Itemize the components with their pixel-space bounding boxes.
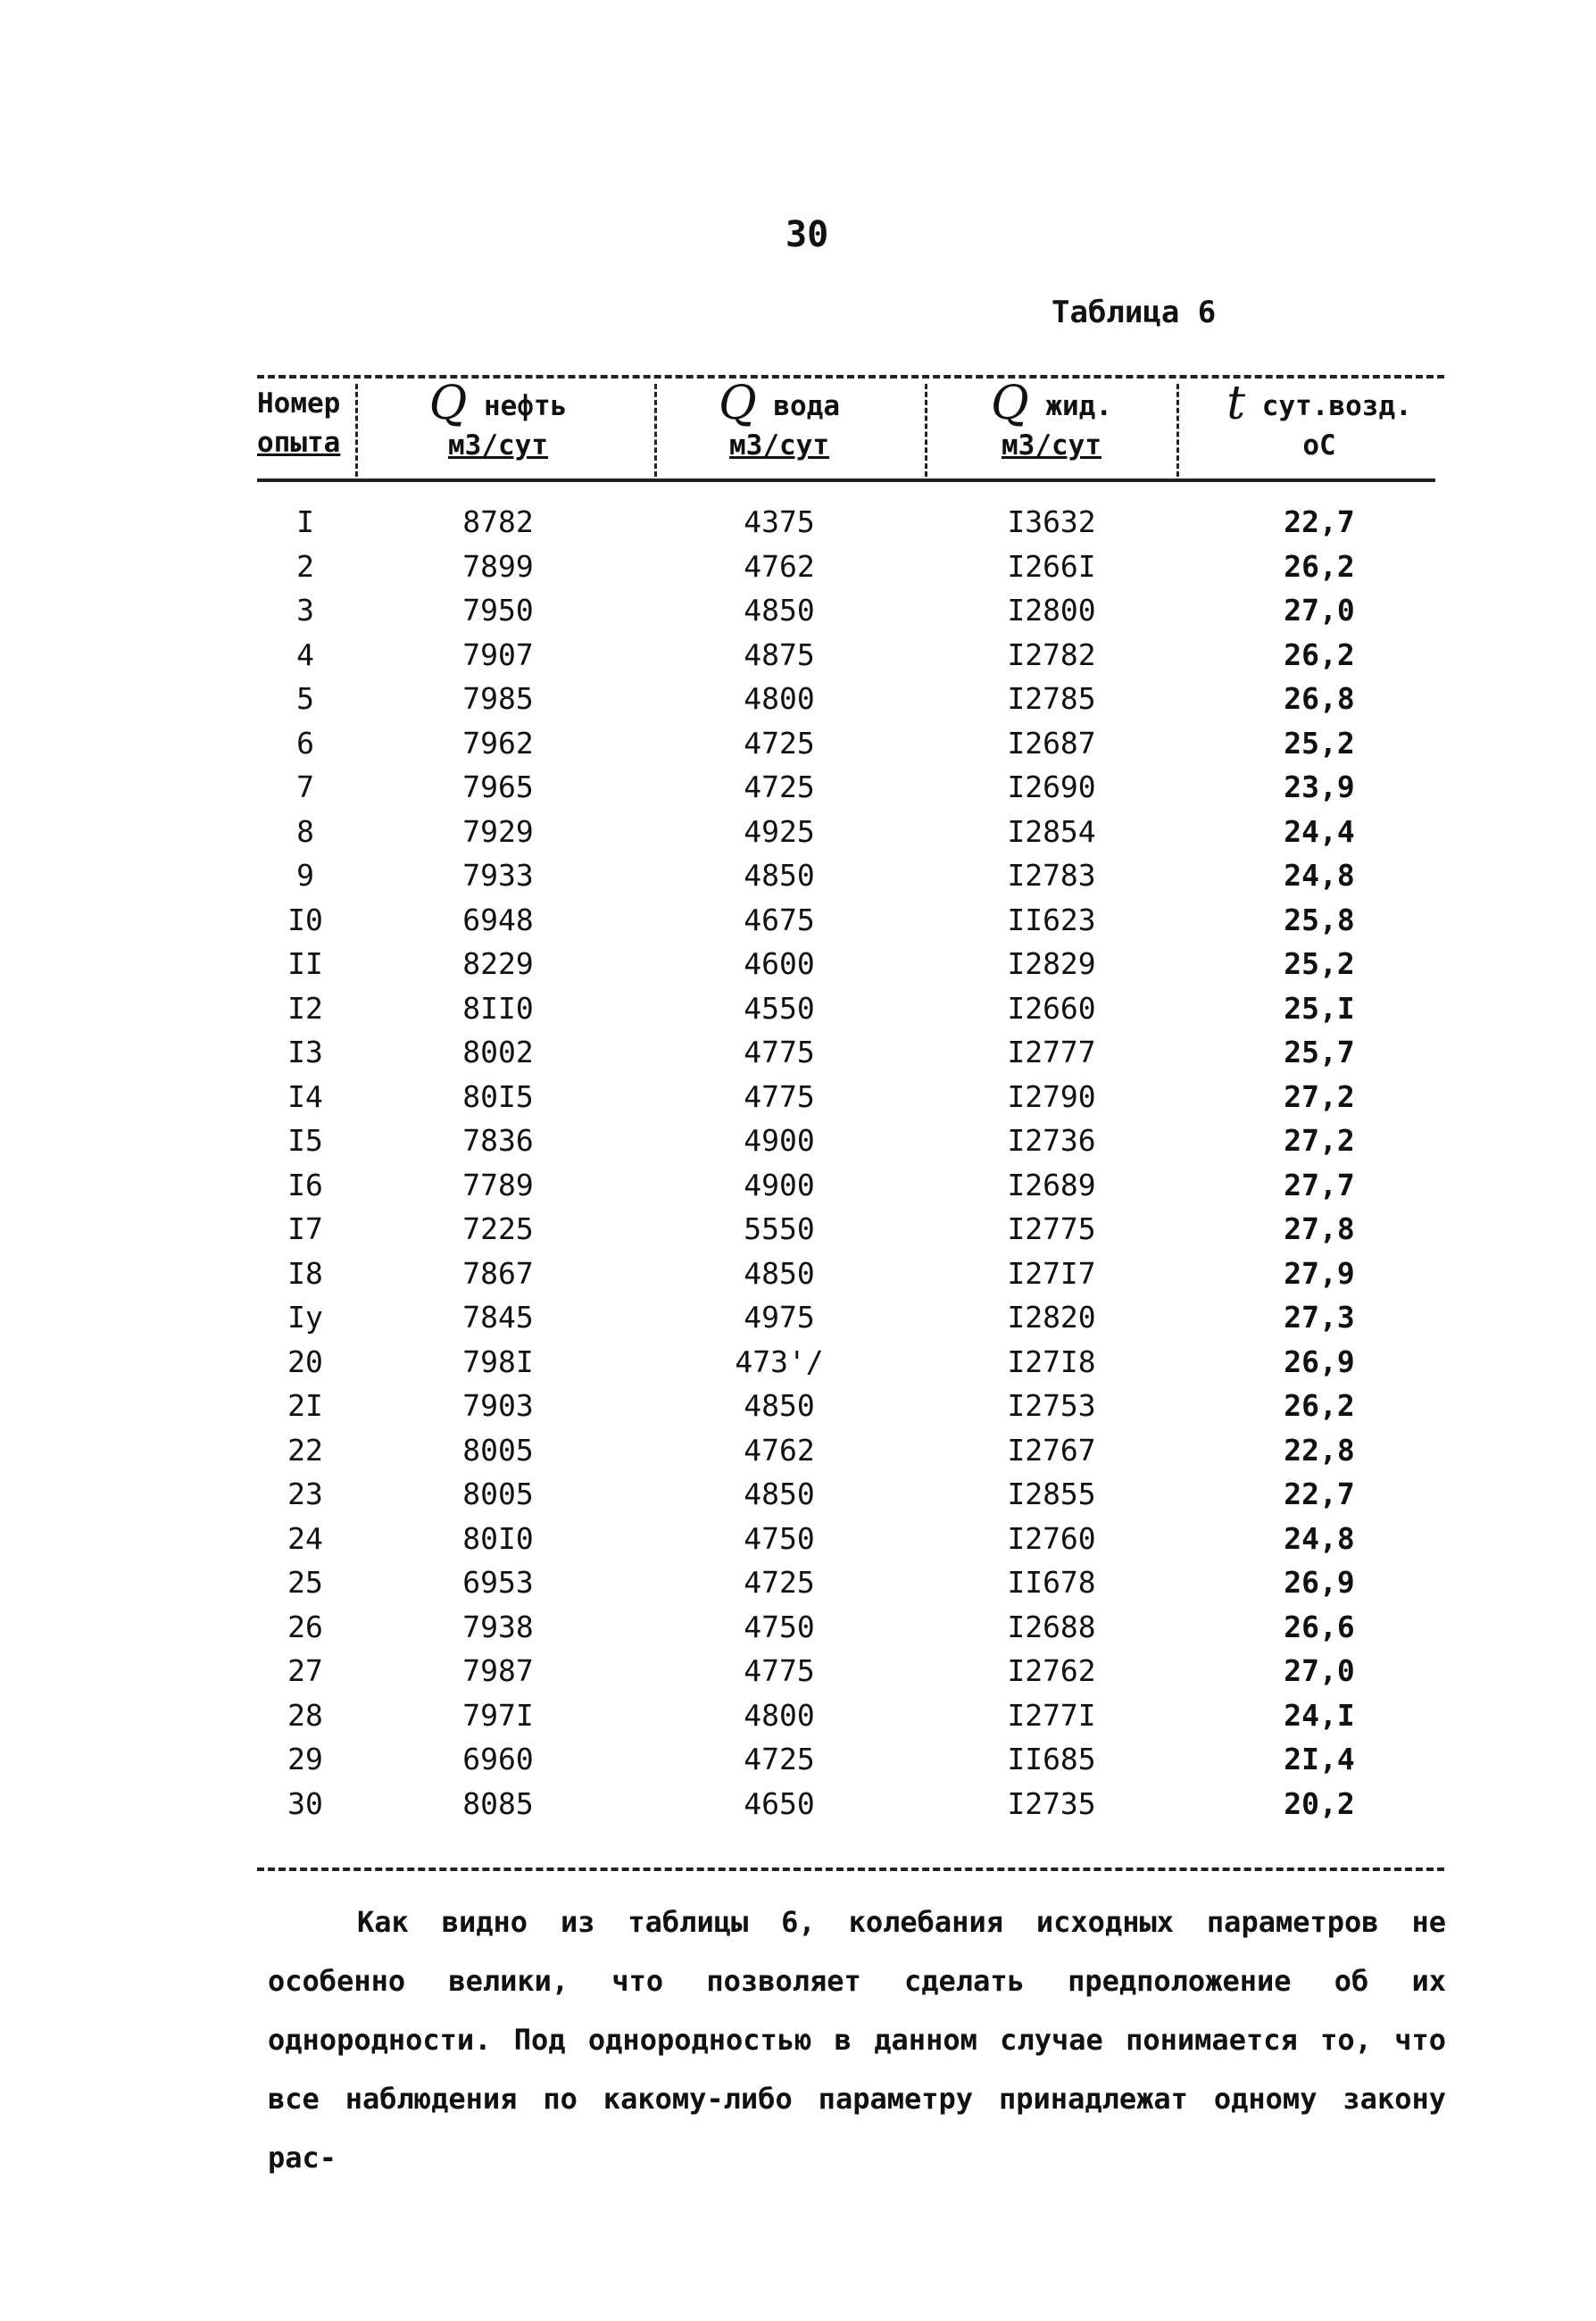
cell-oil-rate: 7962 — [462, 725, 534, 761]
cell-experiment-number: 29 — [287, 1742, 323, 1776]
table-row — [257, 1782, 1444, 1826]
table-row — [257, 500, 1444, 545]
table-row — [257, 1472, 1444, 1517]
cell-liquid-rate: I2660 — [1007, 990, 1096, 1026]
cell-water-rate: 4750 — [744, 1609, 815, 1644]
body-paragraph — [268, 1893, 1446, 2187]
cell-liquid-rate: I2689 — [1007, 1167, 1096, 1202]
cell-oil-rate: 7929 — [462, 813, 534, 849]
table-row — [257, 1207, 1444, 1252]
cell-liquid-rate: I2687 — [1007, 725, 1096, 761]
cell-temperature: 22,7 — [1284, 504, 1355, 539]
cell-oil-rate: 7867 — [462, 1255, 534, 1291]
cell-liquid-rate: I3632 — [1007, 504, 1096, 539]
cell-liquid-rate: II678 — [1007, 1565, 1096, 1600]
table-row — [257, 1030, 1444, 1075]
table-row — [257, 1252, 1444, 1296]
cell-temperature: 27,2 — [1284, 1078, 1355, 1114]
table-row — [257, 1517, 1444, 1561]
cell-temperature: 25,2 — [1284, 725, 1355, 761]
cell-water-rate: 4650 — [744, 1785, 815, 1821]
cell-liquid-rate: I2735 — [1007, 1785, 1096, 1821]
table-row — [257, 588, 1444, 633]
table-row — [257, 1428, 1444, 1473]
table-header — [257, 377, 1444, 482]
cell-experiment-number: I8 — [287, 1255, 323, 1291]
cell-liquid-rate: I2829 — [1007, 946, 1096, 981]
cell-water-rate: 4725 — [744, 725, 815, 761]
cell-temperature: 26,8 — [1284, 681, 1355, 716]
table-row — [257, 1295, 1444, 1340]
table-row — [257, 853, 1444, 898]
table-row — [257, 677, 1444, 721]
cell-temperature: 2I,4 — [1284, 1742, 1355, 1776]
cell-experiment-number: 6 — [296, 725, 314, 761]
cell-liquid-rate: I2783 — [1007, 858, 1096, 893]
cell-oil-rate: 7938 — [462, 1609, 534, 1644]
cell-experiment-number: 20 — [287, 1344, 323, 1379]
cell-oil-rate: 7225 — [462, 1211, 534, 1246]
header-oil-rate: Q нефть м3/сут — [428, 377, 568, 462]
cell-water-rate: 4875 — [744, 636, 815, 672]
header-separator — [925, 384, 927, 477]
cell-temperature: 27,3 — [1284, 1300, 1355, 1335]
cell-water-rate: 4850 — [744, 1477, 815, 1511]
cell-liquid-rate: I2775 — [1007, 1211, 1096, 1246]
cell-water-rate: 4762 — [744, 548, 815, 584]
cell-temperature: 22,8 — [1284, 1432, 1355, 1468]
cell-oil-rate: 80I0 — [462, 1520, 534, 1556]
cell-water-rate: 4775 — [744, 1035, 815, 1069]
cell-oil-rate: 797I — [462, 1697, 534, 1733]
cell-experiment-number: I6 — [287, 1167, 323, 1202]
cell-oil-rate: 7907 — [462, 636, 534, 672]
cell-oil-rate: 8II0 — [462, 990, 534, 1026]
cell-oil-rate: 8005 — [462, 1477, 534, 1511]
cell-water-rate: 4975 — [744, 1300, 815, 1335]
cell-water-rate: 4750 — [744, 1520, 815, 1556]
cell-experiment-number: 25 — [287, 1565, 323, 1600]
cell-water-rate: 4600 — [744, 946, 815, 981]
cell-temperature: 26,6 — [1284, 1609, 1355, 1644]
cell-water-rate: 4725 — [744, 1565, 815, 1600]
cell-water-rate: 4375 — [744, 504, 815, 539]
cell-oil-rate: 7987 — [462, 1653, 534, 1688]
cell-experiment-number: 3 — [296, 593, 314, 628]
cell-oil-rate: 7836 — [462, 1123, 534, 1158]
cell-water-rate: 4725 — [744, 1742, 815, 1776]
cell-temperature: 27,0 — [1284, 1653, 1355, 1688]
cell-water-rate: 4900 — [744, 1123, 815, 1158]
cell-liquid-rate: I2782 — [1007, 636, 1096, 672]
cell-experiment-number: 2I — [287, 1388, 323, 1423]
cell-water-rate: 4775 — [744, 1078, 815, 1114]
cell-liquid-rate: I2762 — [1007, 1653, 1096, 1688]
cell-experiment-number: Iу — [287, 1300, 323, 1335]
table-row — [257, 1737, 1444, 1782]
cell-temperature: 26,2 — [1284, 636, 1355, 672]
cell-temperature: 26,2 — [1284, 548, 1355, 584]
table-row — [257, 545, 1444, 589]
cell-oil-rate: 8085 — [462, 1785, 534, 1821]
cell-liquid-rate: I2760 — [1007, 1520, 1096, 1556]
cell-oil-rate: 6960 — [462, 1742, 534, 1776]
header-experiment-number: Номер опыта — [257, 387, 341, 459]
table-row — [257, 1384, 1444, 1428]
cell-temperature: 24,4 — [1284, 813, 1355, 849]
cell-temperature: 25,2 — [1284, 946, 1355, 981]
header-water-rate: Q вода м3/сут — [719, 377, 840, 462]
table-row — [257, 1119, 1444, 1163]
table-row — [257, 1693, 1444, 1738]
table-row — [257, 942, 1444, 986]
cell-water-rate: 4775 — [744, 1653, 815, 1688]
cell-experiment-number: 24 — [287, 1520, 323, 1556]
cell-experiment-number: 27 — [287, 1653, 323, 1688]
table-row — [257, 1340, 1444, 1385]
cell-water-rate: 4725 — [744, 770, 815, 804]
cell-experiment-number: 7 — [296, 770, 314, 804]
cell-experiment-number: I7 — [287, 1211, 323, 1246]
cell-experiment-number: I4 — [287, 1078, 323, 1114]
table-row — [257, 721, 1444, 766]
cell-liquid-rate: II685 — [1007, 1742, 1096, 1776]
cell-liquid-rate: I2736 — [1007, 1123, 1096, 1158]
cell-liquid-rate: I2753 — [1007, 1388, 1096, 1423]
cell-oil-rate: 7985 — [462, 681, 534, 716]
cell-oil-rate: 7965 — [462, 770, 534, 804]
cell-water-rate: 4850 — [744, 858, 815, 893]
cell-oil-rate: 8005 — [462, 1432, 534, 1468]
cell-oil-rate: 6953 — [462, 1565, 534, 1600]
table-row — [257, 1605, 1444, 1650]
cell-temperature: 27,8 — [1284, 1211, 1355, 1246]
cell-liquid-rate: I2855 — [1007, 1477, 1096, 1511]
cell-water-rate: 4550 — [744, 990, 815, 1026]
table-caption: Таблица 6 — [1052, 295, 1217, 330]
cell-temperature: 24,I — [1284, 1697, 1355, 1733]
cell-experiment-number: 23 — [287, 1477, 323, 1511]
cell-liquid-rate: I2800 — [1007, 593, 1096, 628]
page-number: 30 — [786, 214, 829, 255]
cell-liquid-rate: I2854 — [1007, 813, 1096, 849]
cell-liquid-rate: I27I8 — [1007, 1344, 1096, 1379]
cell-oil-rate: 80I5 — [462, 1078, 534, 1114]
table-row — [257, 633, 1444, 678]
cell-oil-rate: 7950 — [462, 593, 534, 628]
cell-water-rate: 4925 — [744, 813, 815, 849]
table-row — [257, 1075, 1444, 1119]
cell-water-rate: 4900 — [744, 1167, 815, 1202]
table-row — [257, 765, 1444, 810]
cell-liquid-rate: I2820 — [1007, 1300, 1096, 1335]
cell-temperature: 27,2 — [1284, 1123, 1355, 1158]
cell-temperature: 27,7 — [1284, 1167, 1355, 1202]
cell-experiment-number: I5 — [287, 1123, 323, 1158]
cell-oil-rate: 7903 — [462, 1388, 534, 1423]
cell-liquid-rate: I2777 — [1007, 1035, 1096, 1069]
paragraph-text: Как видно из таблицы 6, колебания исходных параметров не особенно велики, что позволяет сделать предположение об их однородности. Под однородностью в данном случае понимается то, что все наблюдения по какому-либо параметру принадлежат одному закону рас- — [268, 1905, 1446, 2175]
table-row — [257, 1560, 1444, 1605]
cell-water-rate: 4762 — [744, 1432, 815, 1468]
cell-temperature: 23,9 — [1284, 770, 1355, 804]
cell-water-rate: 4850 — [744, 593, 815, 628]
cell-water-rate: 4800 — [744, 681, 815, 716]
cell-experiment-number: 30 — [287, 1785, 323, 1821]
cell-temperature: 24,8 — [1284, 858, 1355, 893]
cell-temperature: 25,I — [1284, 990, 1355, 1026]
cell-experiment-number: I2 — [287, 990, 323, 1026]
cell-water-rate: 4850 — [744, 1255, 815, 1291]
cell-liquid-rate: II623 — [1007, 902, 1096, 937]
cell-experiment-number: 28 — [287, 1697, 323, 1733]
cell-water-rate: 473'/ — [735, 1344, 824, 1379]
cell-oil-rate: 7899 — [462, 548, 534, 584]
cell-temperature: 26,9 — [1284, 1565, 1355, 1600]
cell-oil-rate: 7845 — [462, 1300, 534, 1335]
cell-experiment-number: I0 — [287, 902, 323, 937]
cell-temperature: 27,0 — [1284, 593, 1355, 628]
cell-experiment-number: I — [296, 504, 314, 539]
cell-temperature: 20,2 — [1284, 1785, 1355, 1821]
table-body — [257, 500, 1444, 1826]
cell-temperature: 25,7 — [1284, 1035, 1355, 1069]
cell-experiment-number: 2 — [296, 548, 314, 584]
cell-liquid-rate: I277I — [1007, 1697, 1096, 1733]
table-header-rule — [257, 478, 1435, 482]
table-row — [257, 986, 1444, 1031]
cell-oil-rate: 7789 — [462, 1167, 534, 1202]
cell-liquid-rate: I266I — [1007, 548, 1096, 584]
cell-oil-rate: 8229 — [462, 946, 534, 981]
cell-temperature: 26,9 — [1284, 1344, 1355, 1379]
cell-liquid-rate: I2690 — [1007, 770, 1096, 804]
cell-oil-rate: 798I — [462, 1344, 534, 1379]
cell-liquid-rate: I27I7 — [1007, 1255, 1096, 1291]
cell-experiment-number: II — [287, 946, 323, 981]
cell-temperature: 26,2 — [1284, 1388, 1355, 1423]
table-bottom-rule — [257, 1868, 1444, 1871]
table-row — [257, 1649, 1444, 1693]
cell-experiment-number: 8 — [296, 813, 314, 849]
header-liquid-rate: Q жид. м3/сут — [991, 377, 1112, 462]
table-row — [257, 898, 1444, 943]
cell-liquid-rate: I2767 — [1007, 1432, 1096, 1468]
cell-liquid-rate: I2785 — [1007, 681, 1096, 716]
header-separator — [1176, 384, 1179, 477]
cell-experiment-number: 22 — [287, 1432, 323, 1468]
cell-temperature: 25,8 — [1284, 902, 1355, 937]
cell-experiment-number: 9 — [296, 858, 314, 893]
header-separator — [355, 384, 358, 477]
cell-water-rate: 4675 — [744, 902, 815, 937]
cell-temperature: 27,9 — [1284, 1255, 1355, 1291]
cell-temperature: 24,8 — [1284, 1520, 1355, 1556]
cell-oil-rate: 8782 — [462, 504, 534, 539]
cell-experiment-number: I3 — [287, 1035, 323, 1069]
cell-experiment-number: 5 — [296, 681, 314, 716]
cell-water-rate: 4850 — [744, 1388, 815, 1423]
cell-oil-rate: 8002 — [462, 1035, 534, 1069]
cell-oil-rate: 7933 — [462, 858, 534, 893]
cell-water-rate: 5550 — [744, 1211, 815, 1246]
cell-oil-rate: 6948 — [462, 902, 534, 937]
cell-water-rate: 4800 — [744, 1697, 815, 1733]
table-row — [257, 810, 1444, 854]
cell-experiment-number: 4 — [296, 636, 314, 672]
header-separator — [654, 384, 657, 477]
cell-liquid-rate: I2790 — [1007, 1078, 1096, 1114]
cell-temperature: 22,7 — [1284, 1477, 1355, 1511]
table-row — [257, 1163, 1444, 1208]
header-daily-air-temperature: t сут.возд. oC — [1226, 377, 1412, 462]
cell-liquid-rate: I2688 — [1007, 1609, 1096, 1644]
cell-experiment-number: 26 — [287, 1609, 323, 1644]
